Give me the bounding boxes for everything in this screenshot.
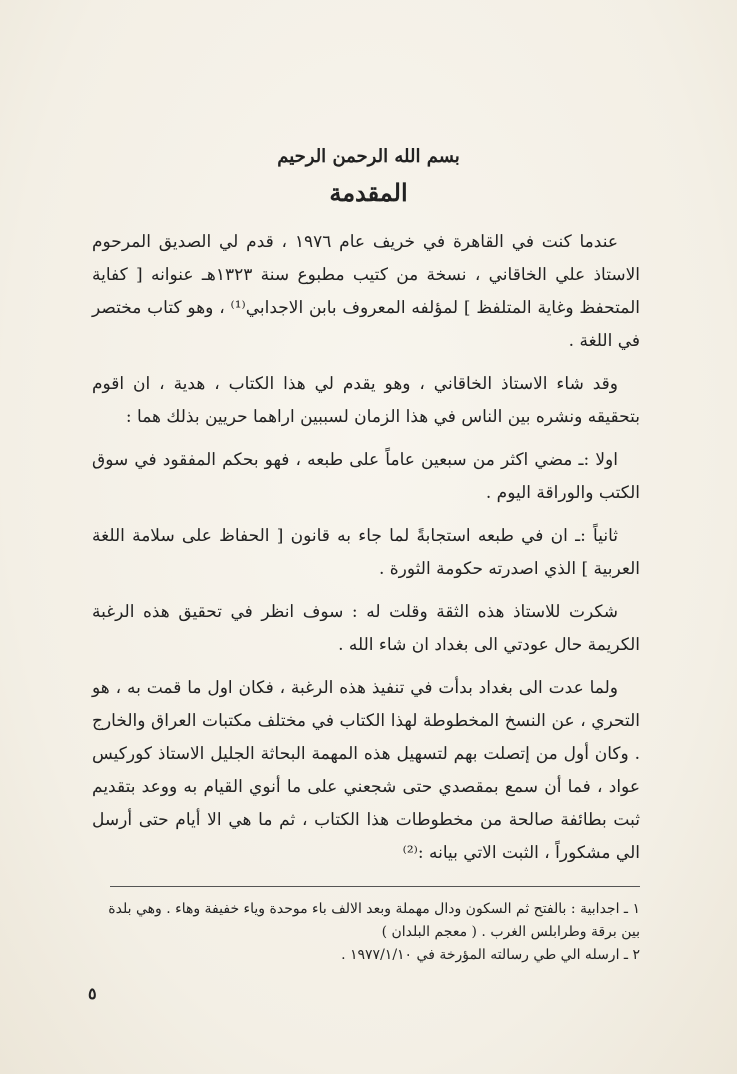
paragraph-6: ولما عدت الى بغداد بدأت في تنفيذ هذه الرغبة ، فكان اول ما قمت به ، هو التحري ، عن النسخ المخطوطة لهذا الكتاب في مختلف مكتبات العراق والخارج . وكان أول من إتصلت بهم لتسهيل هذه المهمة البحاثة الجليل الاستاذ كوركيس عواد ، فما أن سمع بمقصدي حتى شجعني على ما أنوي القيام به ووعد بتقديم ثبت بطائفة صالحة من مخطوطات هذا الكتاب ، ثم ما هي الا أيام حتى أرسل الي مشكوراً ، الثبت الاتي بيانه :⁽²⁾ [92, 678, 640, 863]
page-heading: المقدمة [329, 178, 408, 207]
body-text [92, 226, 640, 870]
paragraph-5: شكرت للاستاذ هذه الثقة وقلت له : سوف انظر في تحقيق هذه الرغبة الكريمة حال عودتي الى بغداد ان شاء الله . [92, 602, 640, 655]
page-number: ٥ [88, 984, 97, 1003]
footnote-divider [110, 886, 640, 887]
paragraph-4: ثانياً :ـ ان في طبعه استجابةً لما جاء به قانون [ الحفاظ على سلامة اللغة العربية ] الذي اصدرته حكومة الثورة . [92, 526, 640, 579]
basmala: بسم الله الرحمن الرحيم [277, 146, 460, 167]
paragraph-1: عندما كنت في القاهرة في خريف عام ١٩٧٦ ، قدم لي الصديق المرحوم الاستاذ علي الخاقاني ، نسخة من كتيب مطبوع سنة ١٣٢٣هـ عنوانه [ كفاية المتحفظ وغاية المتلفظ ] لمؤلفه المعروف بابن الاجدابي⁽¹⁾ ، وهو كتاب مختصر في اللغة . [92, 232, 640, 351]
footnotes [92, 898, 640, 967]
paragraph-3: اولا :ـ مضي اكثر من سبعين عاماً على طبعه ، فهو بحكم المفقود في سوق الكتب والوراقة اليوم . [92, 450, 640, 503]
footnote-2: ٢ ـ ارسله الي طي رسالته المؤرخة في ١٩٧٧/١/١٠ . [341, 947, 640, 963]
footnote-1: ١ ـ اجدابية : بالفتح ثم السكون ودال مهملة وبعد الالف باء موحدة وياء خفيفة وهاء . وهي بلدة بين برقة وطرابلس الغرب . ( معجم البلدان ) [108, 901, 640, 940]
paragraph-2: وقد شاء الاستاذ الخاقاني ، وهو يقدم لي هذا الكتاب ، هدية ، ان اقوم بتحقيقه ونشره بين الناس في هذا الزمان لسببين اراهما حريين بذلك هما : [92, 374, 640, 427]
